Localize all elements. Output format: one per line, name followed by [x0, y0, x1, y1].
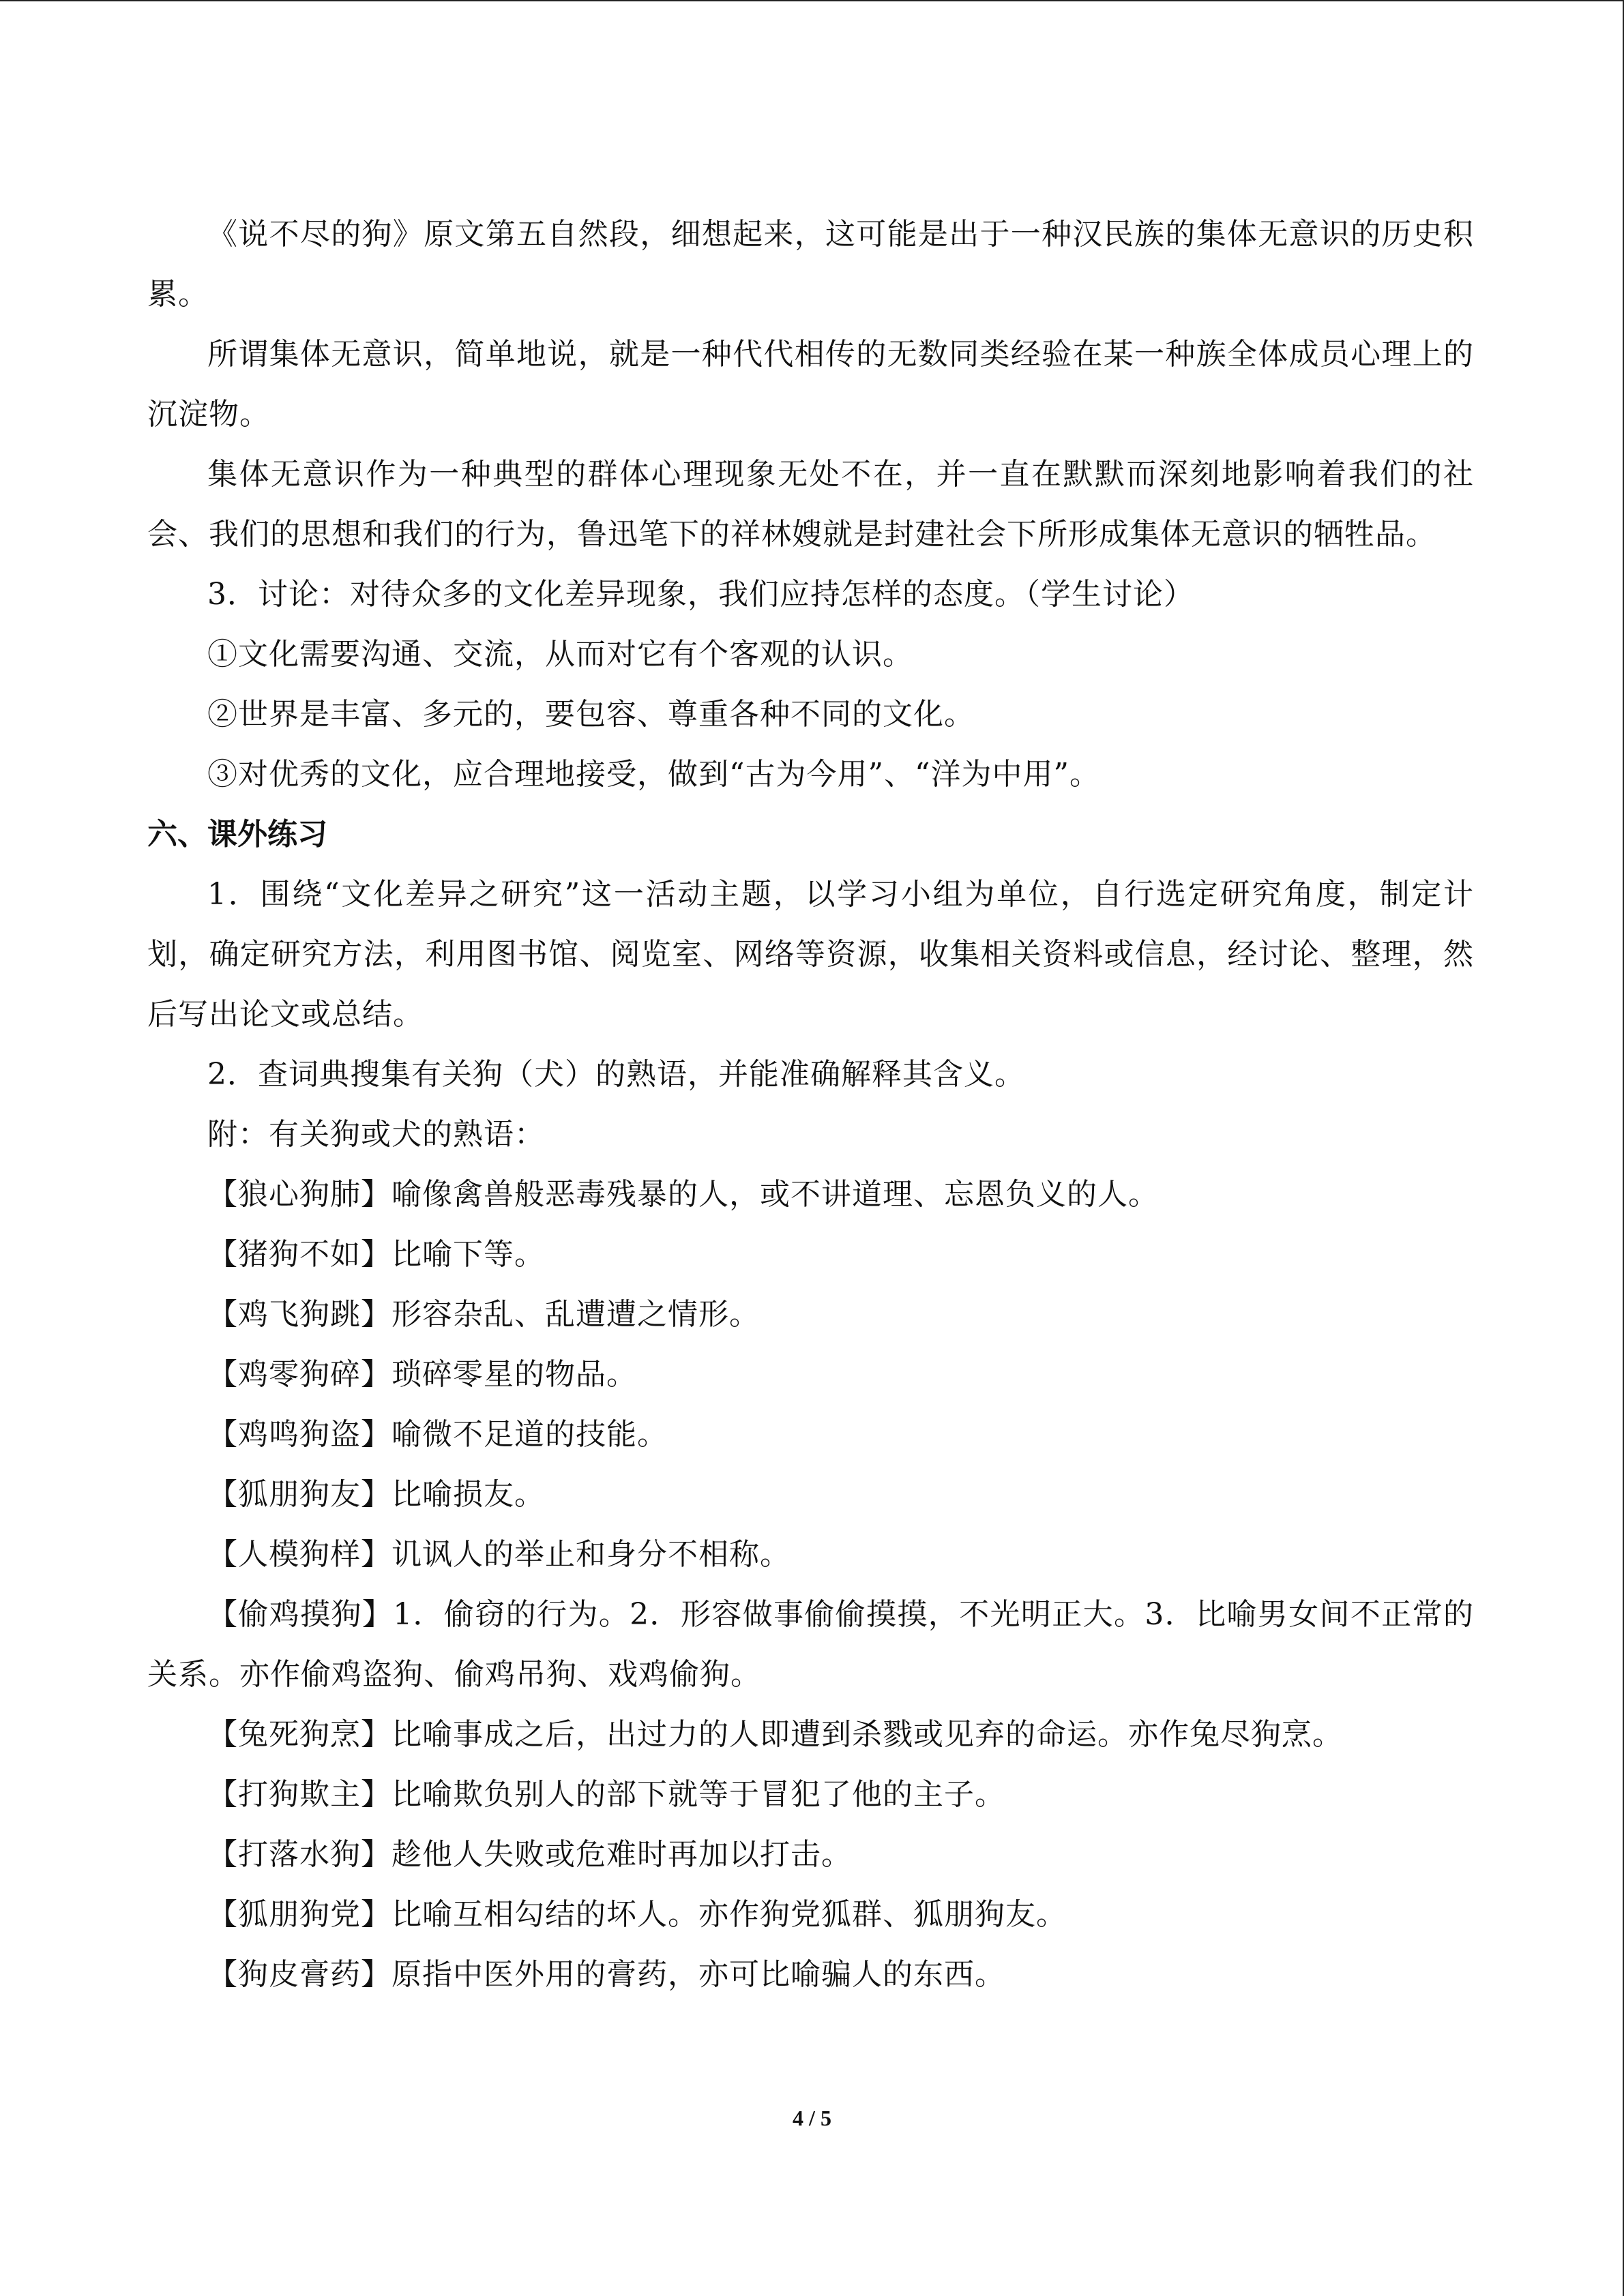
idiom-item: 【打落水狗】趁他人失败或危难时再加以打击。 [207, 1837, 852, 1872]
idiom-item: 【鸡飞狗跳】形容杂乱、乱遭遭之情形。 [207, 1297, 760, 1332]
page-top-border [0, 0, 1623, 1]
idiom-item: 【狗皮膏药】原指中医外用的膏药，亦可比喻骗人的东西。 [207, 1957, 1005, 1992]
idiom-item: 【鸡鸣狗盗】喻微不足道的技能。 [207, 1417, 668, 1452]
idiom-item: 【狼心狗肺】喻像禽兽般恶毒残暴的人，或不讲道理、忘恩负义的人。 [207, 1177, 1159, 1212]
idiom-item: 【狐朋狗友】比喻损友。 [207, 1477, 545, 1512]
paragraph-1: 《说不尽的狗》原文第五自然段，细想起来，这可能是出于一种汉民族的集体无意识的历史积累。 [147, 217, 1474, 312]
paragraph-2: 所谓集体无意识，简单地说，就是一种代代相传的无数同类经验在某一种族全体成员心理上的沉淀物。 [147, 337, 1474, 432]
idiom-item: 【兔死狗烹】比喻事成之后，出过力的人即遭到杀戮或见弃的命运。亦作兔尽狗烹。 [207, 1717, 1343, 1752]
discussion-point-3: ③对优秀的文化，应合理地接受，做到“古为今用”、“洋为中用”。 [207, 757, 1100, 792]
idiom-item: 【打狗欺主】比喻欺负别人的部下就等于冒犯了他的主子。 [207, 1777, 1005, 1812]
idiom-item: 【鸡零狗碎】琐碎零星的物品。 [207, 1357, 637, 1392]
exercise-1: 1．围绕“文化差异之研究”这一活动主题，以学习小组为单位，自行选定研究角度，制定计划，确定研究方法，利用图书馆、阅览室、网络等资源，收集相关资料或信息，经讨论、整理，然后写出论文或总结。 [147, 877, 1474, 1032]
discussion-question: 3．讨论：对待众多的文化差异现象，我们应持怎样的态度。（学生讨论） [207, 577, 1194, 612]
idiom-item: 【狐朋狗党】比喻互相勾结的坏人。亦作狗党狐群、狐朋狗友。 [207, 1897, 1067, 1932]
section-heading: 六、课外练习 [147, 817, 327, 852]
idiom-item: 【人模狗样】讥讽人的举止和身分不相称。 [207, 1537, 791, 1572]
appendix-intro: 附：有关狗或犬的熟语： [207, 1117, 545, 1152]
page-content [147, 205, 1474, 2005]
paragraph-3: 集体无意识作为一种典型的群体心理现象无处不在，并一直在默默而深刻地影响着我们的社会、我们的思想和我们的行为，鲁迅笔下的祥林嫂就是封建社会下所形成集体无意识的牺牲品。 [147, 457, 1474, 552]
idiom-item: 【猪狗不如】比喻下等。 [207, 1237, 545, 1272]
discussion-point-1: ①文化需要沟通、交流，从而对它有个客观的认识。 [207, 637, 913, 672]
exercise-2: 2．查词典搜集有关狗（犬）的熟语，并能准确解释其含义。 [207, 1057, 1025, 1092]
idiom-list [147, 1165, 1474, 2005]
discussion-point-2: ②世界是丰富、多元的，要包容、尊重各种不同的文化。 [207, 697, 975, 732]
page-number: 4 / 5 [793, 2106, 831, 2130]
idiom-item: 【偷鸡摸狗】1．偷窃的行为。2．形容做事偷偷摸摸，不光明正大。3．比喻男女间不正常的关系。亦作偷鸡盗狗、偷鸡吊狗、戏鸡偷狗。 [147, 1597, 1474, 1692]
